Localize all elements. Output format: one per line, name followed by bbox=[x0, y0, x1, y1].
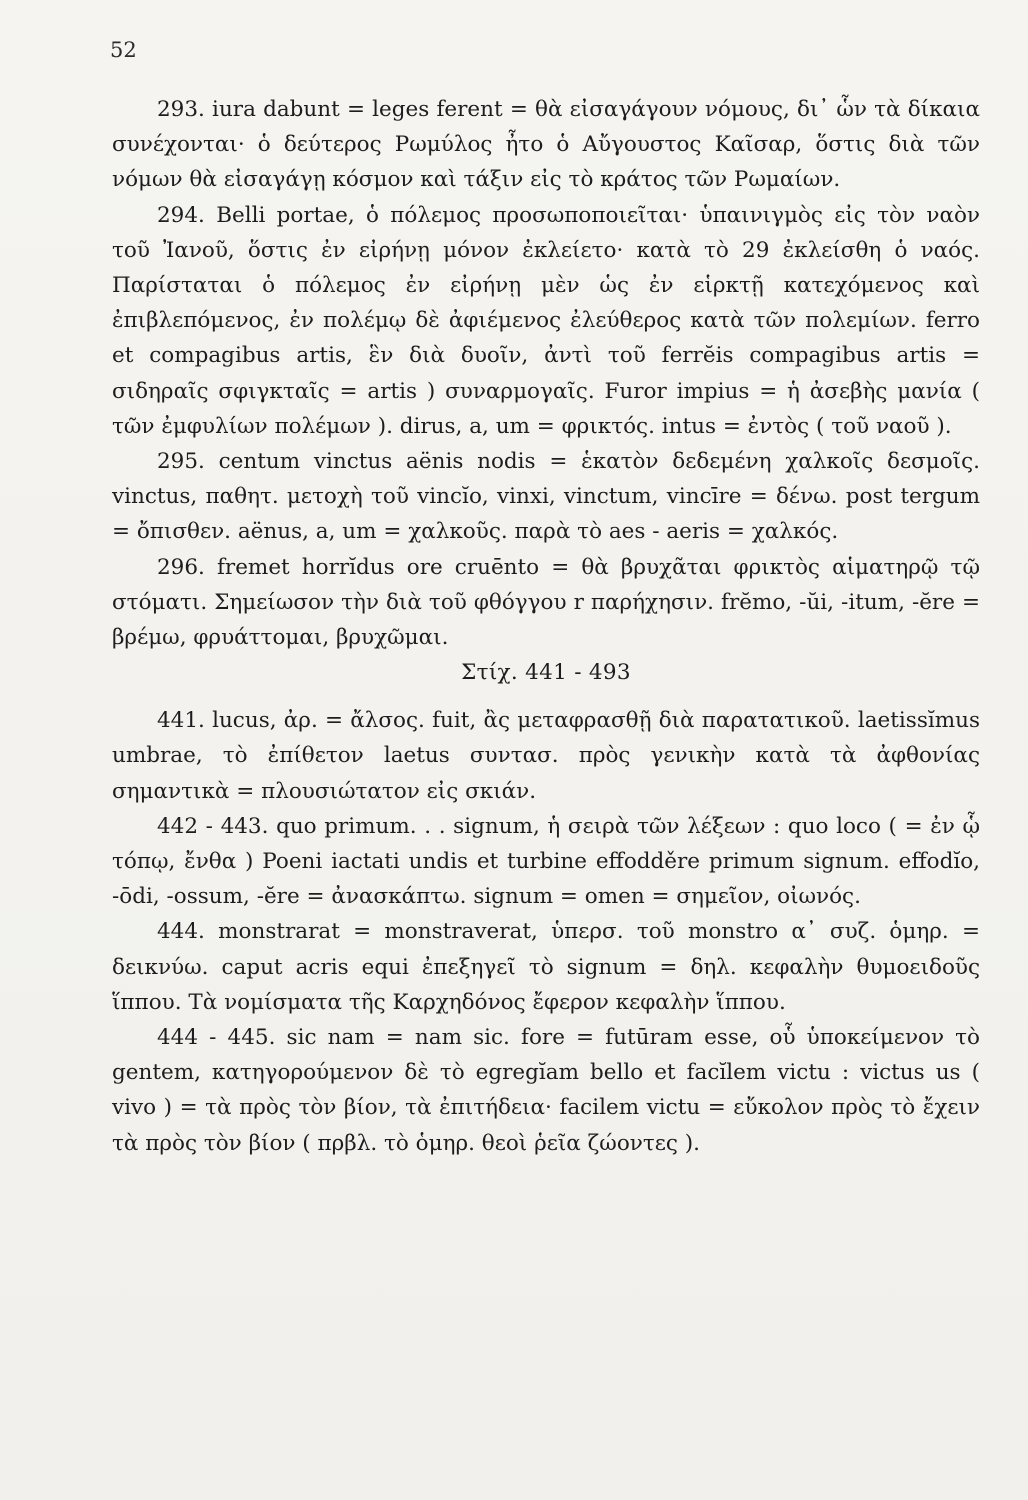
note-293: 293. iura dabunt = leges ferent = θὰ εἰσαγάγουν νόμους, δι᾽ ὧν τὰ δίκαια συνέχονται· ὁ δεύτερος Ρωμύλος ἦτο ὁ Αὔγουστος Καῖσαρ, ὅστις διὰ τῶν νόμων θὰ εἰσαγάγῃ κόσμον καὶ τάξιν εἰς τὸ κράτος τῶν Ρωμαίων. bbox=[112, 97, 980, 193]
commentary-body bbox=[112, 92, 980, 1161]
page-number: 52 bbox=[110, 38, 137, 62]
note-296: 296. fremet horrĭdus ore cruēnto = θὰ βρυχᾶται φρικτὸς αἱματηρῷ τῷ στόματι. Σημείωσον τὴν διὰ τοῦ φθόγγου r παρήχησιν. frĕmo, -ŭi, -itum, -ĕre = βρέμω, φρυάττομαι, βρυχῶμαι. bbox=[112, 554, 980, 651]
note-442-443: 442 - 443. quo primum. . . signum, ἡ σειρὰ τῶν λέξεων : quo loco ( = ἐν ᾧ τόπῳ, ἔνθα ) Poeni iactati undis et turbine effodděre primum signum. effodĭo, -ōdi, -ossum, -ĕre = ἀνασκάπτω. signum = omen = σημεῖον, οἰωνός. bbox=[112, 813, 980, 910]
heading-spacer bbox=[112, 691, 980, 703]
note-294: 294. Belli portae, ὁ πόλεμος προσωποποιεῖται· ὑπαινιγμὸς εἰς τὸν ναὸν τοῦ Ἰανοῦ, ὅστις ἐν εἰρήνῃ μόνον ἐκλείετο· κατὰ τὸ 29 ἐκλείσθη ὁ ναός. Παρίσταται ὁ πόλεμος ἐν εἰρήνῃ μὲν ὡς ἐν εἱρκτῇ κατεχόμενος καὶ ἐπιβλεπόμενος, ἐν πολέμῳ δὲ ἀφιέμενος ἐλεύθερος κατὰ τῶν πολεμίων. ferro et compagibus artis, ἓν διὰ δυοῖν, ἀντὶ τοῦ ferrĕis compagibus artis = σιδηραῖς σφιγκταῖς = artis ) συναρμογαῖς. Furor impius = ἡ ἀσεβὴς μανία ( τῶν ἐμφυλίων πολέμων ). dirus, a, um = φρικτός. intus = ἐντὸς ( τοῦ ναοῦ ). bbox=[112, 202, 980, 439]
note-441: 441. lucus, ἀρ. = ἄλσος. fuit, ἂς μεταφρασθῇ διὰ παρατατικοῦ. laetissĭmus umbrae, τὸ ἐπίθετον laetus συντασ. πρὸς γενικὴν κατὰ τὰ ἀφθονίας σημαντικὰ = πλουσιώτατον εἰς σκιάν. bbox=[112, 708, 980, 804]
note-295: 295. centum vinctus aënis nodis = ἑκατὸν δεδεμένη χαλκοῖς δεσμοῖς. vinctus, παθητ. μετοχὴ τοῦ vincĭo, vinxi, vinctum, vincīre = δένω. post tergum = ὄπισθεν. aënus, a, um = χαλκοῦς. παρὰ τὸ aes - aeris = χαλκός. bbox=[112, 449, 980, 545]
section-heading: Στίχ. 441 - 493 bbox=[461, 660, 631, 686]
note-444: 444. monstrarat = monstraverat, ὑπερσ. τοῦ monstro α᾽ συζ. ὁμηρ. = δεικνύω. caput acris equi ἐπεξηγεῖ τὸ signum = δηλ. κεφαλὴν θυμοειδοῦς ἵππου. Τὰ νομίσματα τῆς Καρχηδόνος ἔφερον κεφαλὴν ἵππου. bbox=[112, 919, 980, 1015]
note-444-445: 444 - 445. sic nam = nam sic. fore = futūram esse, οὗ ὑποκείμενον τὸ gentem, κατηγορούμενον δὲ τὸ egregĭam bello et facĭlem victu : victus us ( vivo ) = τὰ πρὸς τὸν βίον, τὰ ἐπιτήδεια· facilem victu = εὔκολον πρὸς τὸ ἔχειν τὰ πρὸς τὸν βίον ( πρβλ. τὸ ὁμηρ. θεοὶ ῥεῖα ζώοντες ). bbox=[112, 1025, 980, 1156]
